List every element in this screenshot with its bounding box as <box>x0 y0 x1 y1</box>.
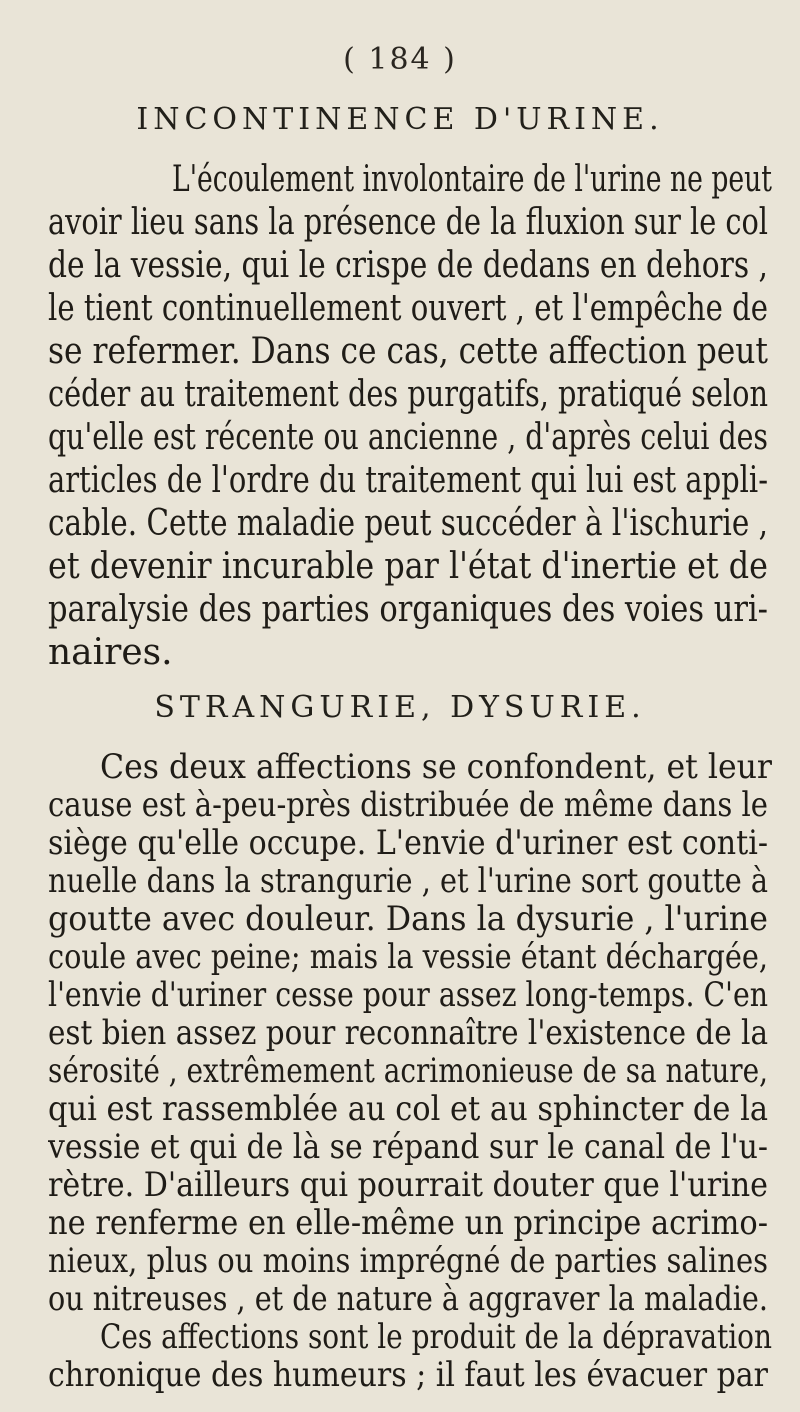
text-line: L'écoulement involontaire de l'urine ne peut <box>172 159 772 200</box>
text-line: cause est à-peu-près distribuée de même dans le <box>48 786 768 824</box>
text-line: cable. Cette maladie peut succéder à l'ischurie , <box>48 503 768 544</box>
text-line: ou nitreuses , et de nature à aggraver la maladie. <box>48 1280 768 1318</box>
text-line: ne renferme en elle-même un principe acrimo- <box>48 1204 768 1242</box>
text-line: paralysie des parties organiques des voies uri- <box>48 589 768 630</box>
text-line: siège qu'elle occupe. L'envie d'uriner est conti- <box>48 824 768 862</box>
text-line: se refermer. Dans ce cas, cette affection peut <box>48 331 768 372</box>
text-line: qui est rassemblée au col et au sphincter de la <box>48 1090 768 1128</box>
text-line: est bien assez pour reconnaître l'existence de la <box>48 1014 768 1052</box>
text-line: chronique des humeurs ; il faut les évacuer par <box>48 1356 768 1394</box>
text-line: coule avec peine; mais la vessie étant déchargée, <box>48 938 768 976</box>
text-line: vessie et qui de là se répand sur le canal de l'u- <box>48 1128 768 1166</box>
page-number: ( 184 ) <box>343 42 457 77</box>
text-line: nieux, plus ou moins imprégné de parties salines <box>48 1242 768 1280</box>
text-line: de la vessie, qui le crispe de dedans en dehors , <box>48 245 768 286</box>
text-line: naires. <box>48 632 173 673</box>
section-heading-strangurie: STRANGURIE, DYSURIE. <box>154 690 646 725</box>
section-heading-incontinence: INCONTINENCE D'URINE. <box>136 102 664 137</box>
text-line: l'envie d'uriner cesse pour assez long-temps. C'en <box>48 976 768 1014</box>
text-line: nuelle dans la strangurie , et l'urine sort goutte à <box>48 862 768 900</box>
text-line: goutte avec douleur. Dans la dysurie , l'urine <box>48 900 768 938</box>
text-line: et devenir incurable par l'état d'inertie et de <box>48 546 768 587</box>
text-line: qu'elle est récente ou ancienne , d'après celui des <box>48 417 768 458</box>
text-line: sérosité , extrêmement acrimonieuse de sa nature, <box>48 1052 768 1090</box>
text-line: avoir lieu sans la présence de la fluxion sur le col <box>48 202 768 243</box>
text-line: céder au traitement des purgatifs, pratiqué selon <box>48 374 768 415</box>
text-line: Ces deux affections se confondent, et leur <box>100 748 772 786</box>
text-line: articles de l'ordre du traitement qui lui est appli- <box>48 460 768 501</box>
text-line: rètre. D'ailleurs qui pourrait douter que l'urine <box>48 1166 768 1204</box>
text-line: Ces affections sont le produit de la dépravation <box>100 1318 772 1356</box>
text-line: le tient continuellement ouvert , et l'empêche de <box>48 288 768 329</box>
